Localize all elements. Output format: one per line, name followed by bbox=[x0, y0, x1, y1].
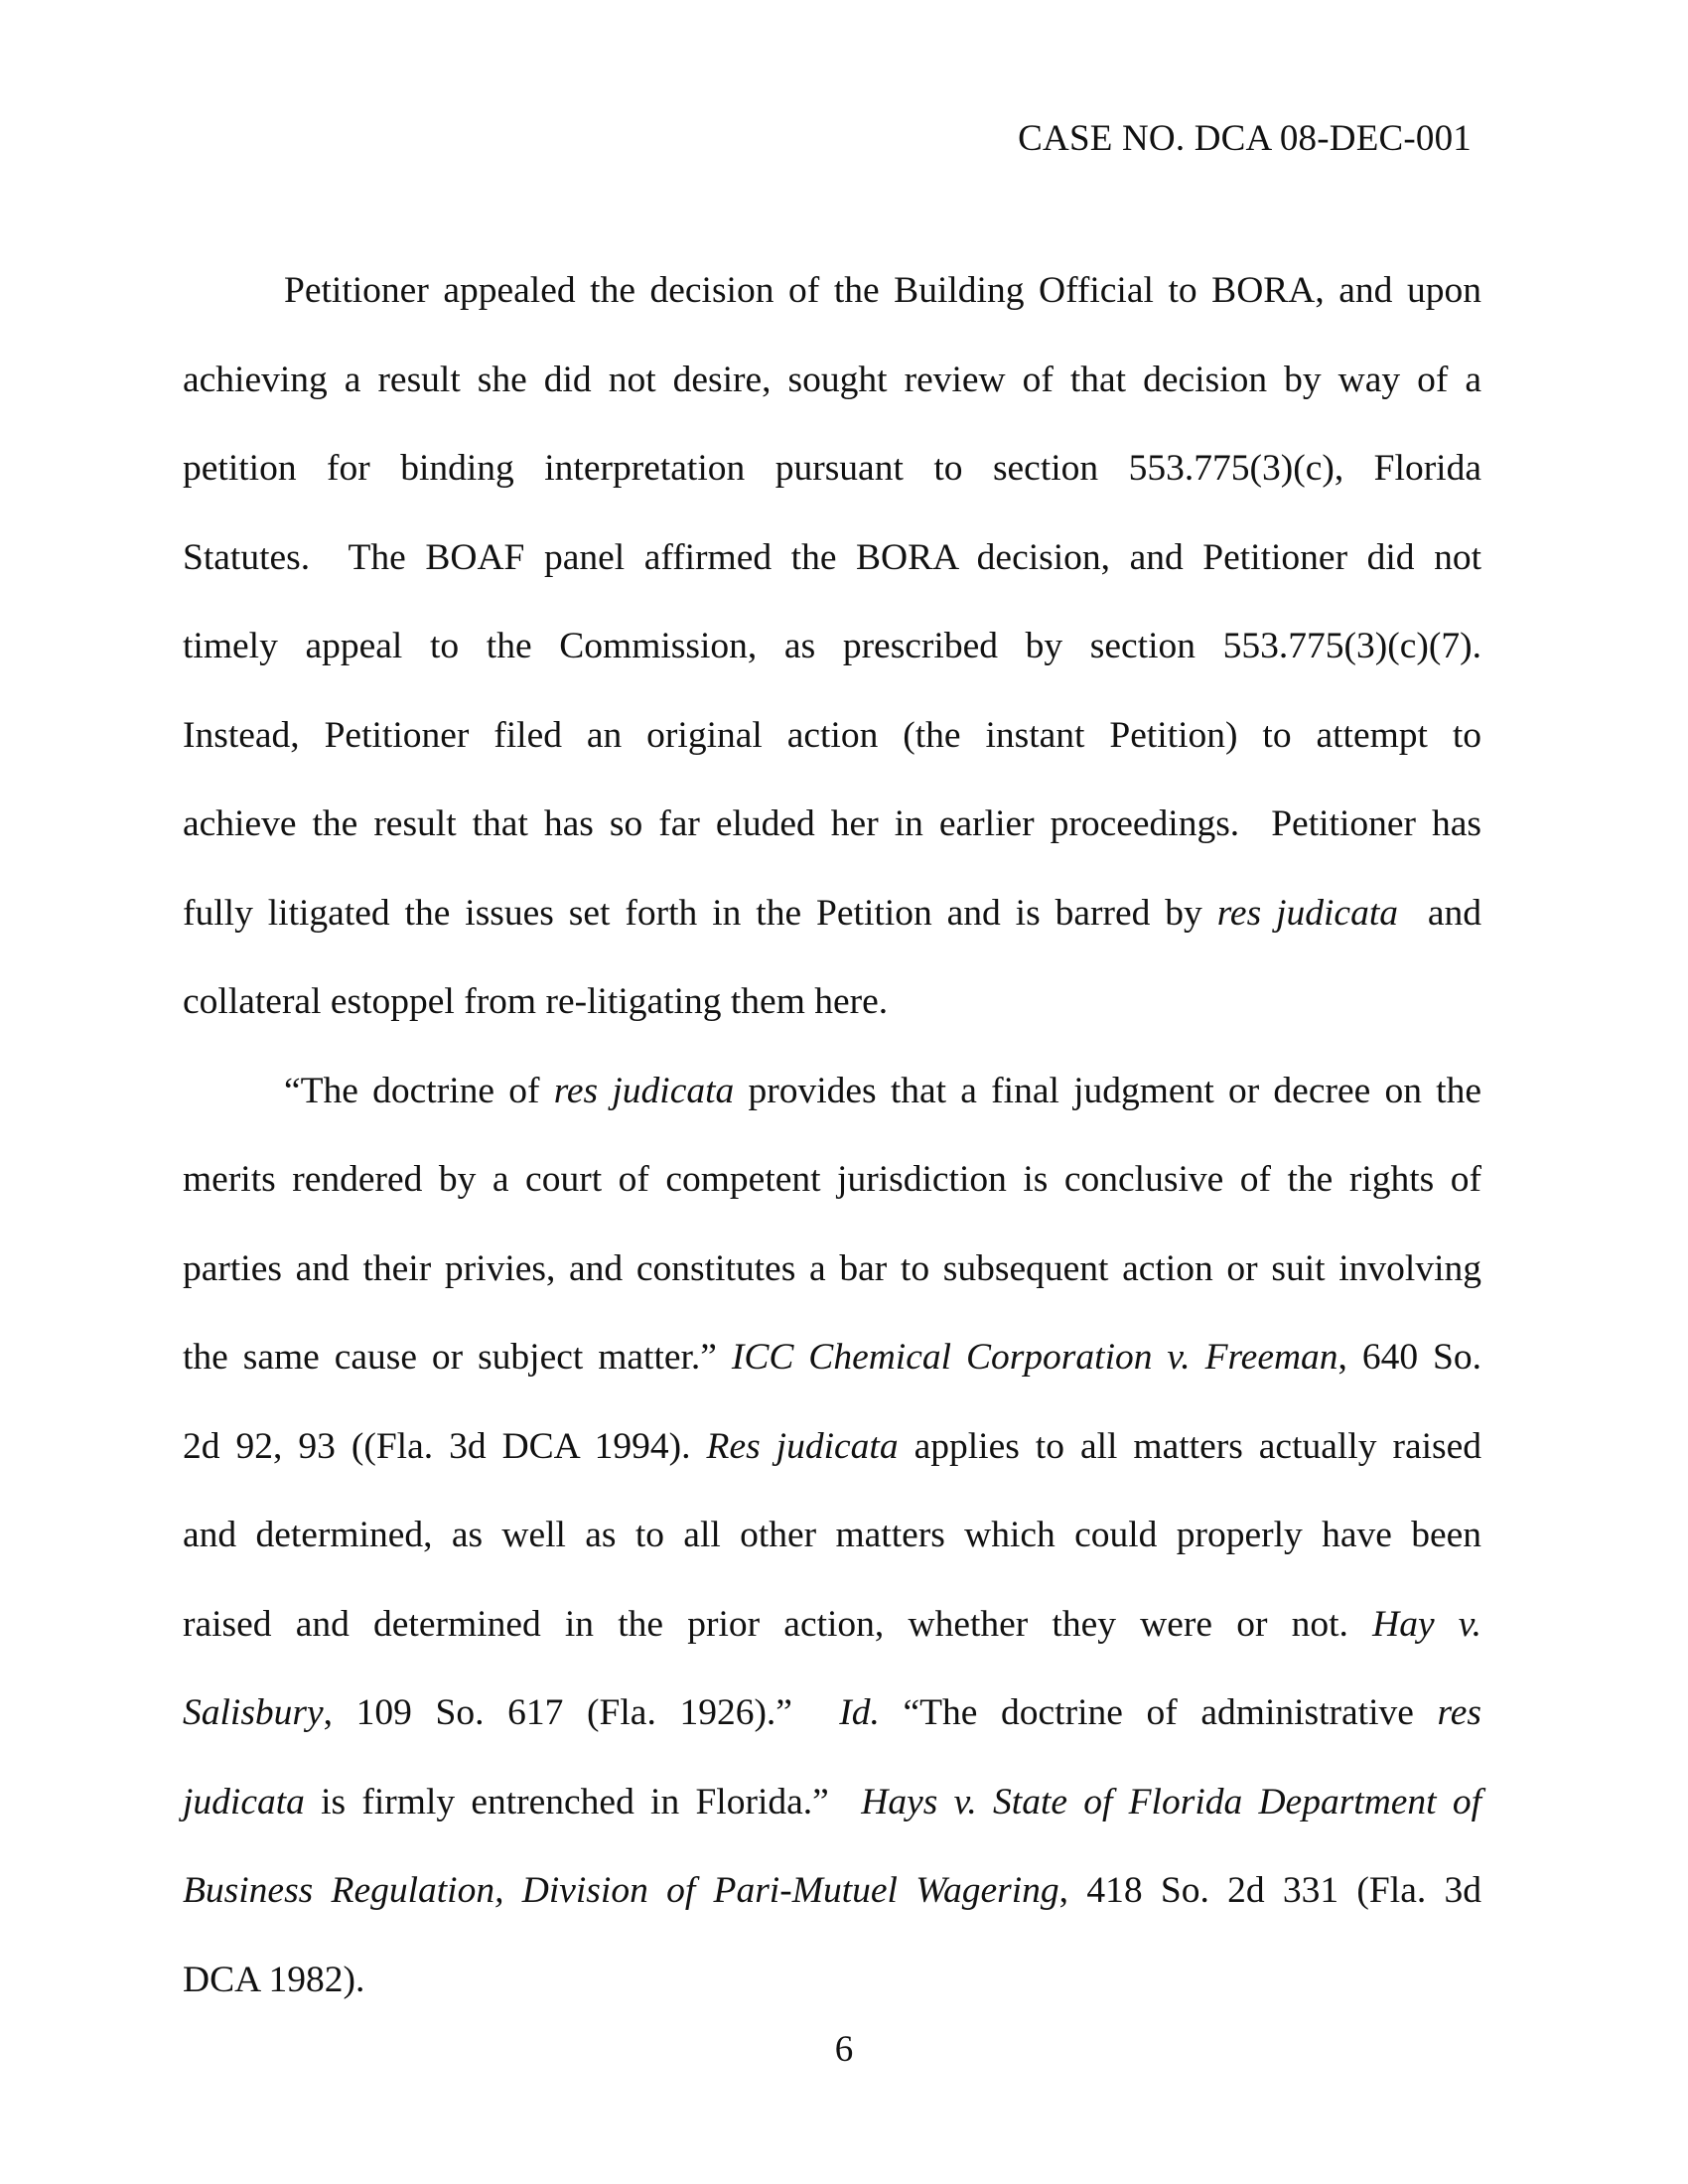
text-line bbox=[183, 513, 1481, 603]
text-run: 2d 92, 93 ((Fla. 3d DCA 1994). bbox=[183, 1425, 707, 1467]
text-line bbox=[183, 1936, 1481, 2025]
text-line bbox=[183, 602, 1481, 691]
text-line bbox=[183, 957, 1481, 1047]
page-number: 6 bbox=[834, 2029, 854, 2070]
italic-citation: Hay v. bbox=[1372, 1603, 1481, 1645]
text-run: and bbox=[1398, 892, 1481, 934]
text-run: petition for binding interpretation pursuant to section 553.775(3)(c), Florida bbox=[183, 448, 1481, 489]
paragraph bbox=[183, 1047, 1481, 2025]
text-run: “The doctrine of bbox=[284, 1070, 554, 1111]
text-line bbox=[183, 1491, 1481, 1580]
text-run: , 109 So. 617 (Fla. 1926).” bbox=[323, 1692, 840, 1733]
italic-citation: res judicata bbox=[553, 1070, 735, 1111]
text-line bbox=[183, 336, 1481, 425]
italic-citation: res judicata bbox=[1216, 892, 1398, 934]
text-run: , 640 So. bbox=[1337, 1337, 1481, 1378]
text-run: applies to all matters actually raised bbox=[898, 1425, 1482, 1467]
text-line bbox=[183, 1758, 1481, 1847]
text-run: achieving a result she did not desire, sought review of that decision by way of a bbox=[183, 359, 1481, 400]
italic-citation: Business Regulation, Division of Pari-Mutuel Wagering bbox=[183, 1870, 1059, 1911]
italic-citation: Id. bbox=[839, 1692, 880, 1733]
text-line bbox=[183, 1846, 1481, 1936]
text-run: is firmly entrenched in Florida.” bbox=[304, 1781, 862, 1822]
text-run: and determined, as well as to all other matters which could properly have been bbox=[183, 1515, 1481, 1555]
text-line bbox=[183, 1580, 1481, 1670]
text-run: “The doctrine of administrative bbox=[879, 1692, 1438, 1733]
italic-citation: res bbox=[1437, 1692, 1481, 1733]
text-line bbox=[183, 1047, 1481, 1136]
paragraph bbox=[183, 246, 1481, 1047]
italic-citation: ICC Chemical Corporation v. Freeman bbox=[731, 1337, 1338, 1378]
text-run: merits rendered by a court of competent jurisdiction is conclusive of the rights of bbox=[183, 1159, 1481, 1200]
text-run: Instead, Petitioner filed an original action (the instant Petition) to attempt to bbox=[183, 714, 1481, 756]
text-run: provides that a final judgment or decree on the bbox=[734, 1070, 1481, 1111]
text-run: parties and their privies, and constitutes a bar to subsequent action or suit involving bbox=[183, 1247, 1481, 1289]
text-line bbox=[183, 246, 1481, 336]
text-run: fully litigated the issues set forth in the Petition and is barred by bbox=[183, 892, 1217, 934]
text-line bbox=[183, 780, 1481, 869]
text-run: the same cause or subject matter.” bbox=[183, 1337, 732, 1378]
case-number-header: CASE NO. DCA 08-DEC-001 bbox=[1018, 118, 1472, 159]
text-run: Petitioner appealed the decision of the Building Official to BORA, and upon bbox=[284, 270, 1481, 311]
text-line bbox=[183, 691, 1481, 781]
text-line bbox=[183, 1313, 1481, 1402]
text-run: raised and determined in the prior action, whether they were or not. bbox=[183, 1603, 1373, 1645]
italic-citation: Salisbury bbox=[183, 1692, 324, 1733]
italic-citation: Res judicata bbox=[706, 1425, 899, 1467]
text-line bbox=[183, 1669, 1481, 1758]
text-line bbox=[183, 1225, 1481, 1314]
text-run: collateral estoppel from re-litigating them here. bbox=[183, 981, 889, 1022]
text-run: , 418 So. 2d 331 (Fla. 3d bbox=[1058, 1870, 1481, 1911]
text-run: Statutes. The BOAF panel affirmed the BORA decision, and Petitioner did not bbox=[183, 536, 1481, 578]
italic-citation: judicata bbox=[183, 1781, 305, 1822]
text-line bbox=[183, 869, 1481, 958]
text-line bbox=[183, 1135, 1481, 1225]
text-line bbox=[183, 424, 1481, 513]
text-line bbox=[183, 1402, 1481, 1492]
text-run: timely appeal to the Commission, as prescribed by section 553.775(3)(c)(7). bbox=[183, 626, 1481, 666]
italic-citation: Hays v. State of Florida Department of bbox=[861, 1781, 1481, 1822]
text-run: DCA 1982). bbox=[183, 1959, 365, 2000]
body-text bbox=[183, 246, 1481, 2024]
text-run: achieve the result that has so far eluded her in earlier proceedings. Petitioner has bbox=[183, 803, 1481, 844]
